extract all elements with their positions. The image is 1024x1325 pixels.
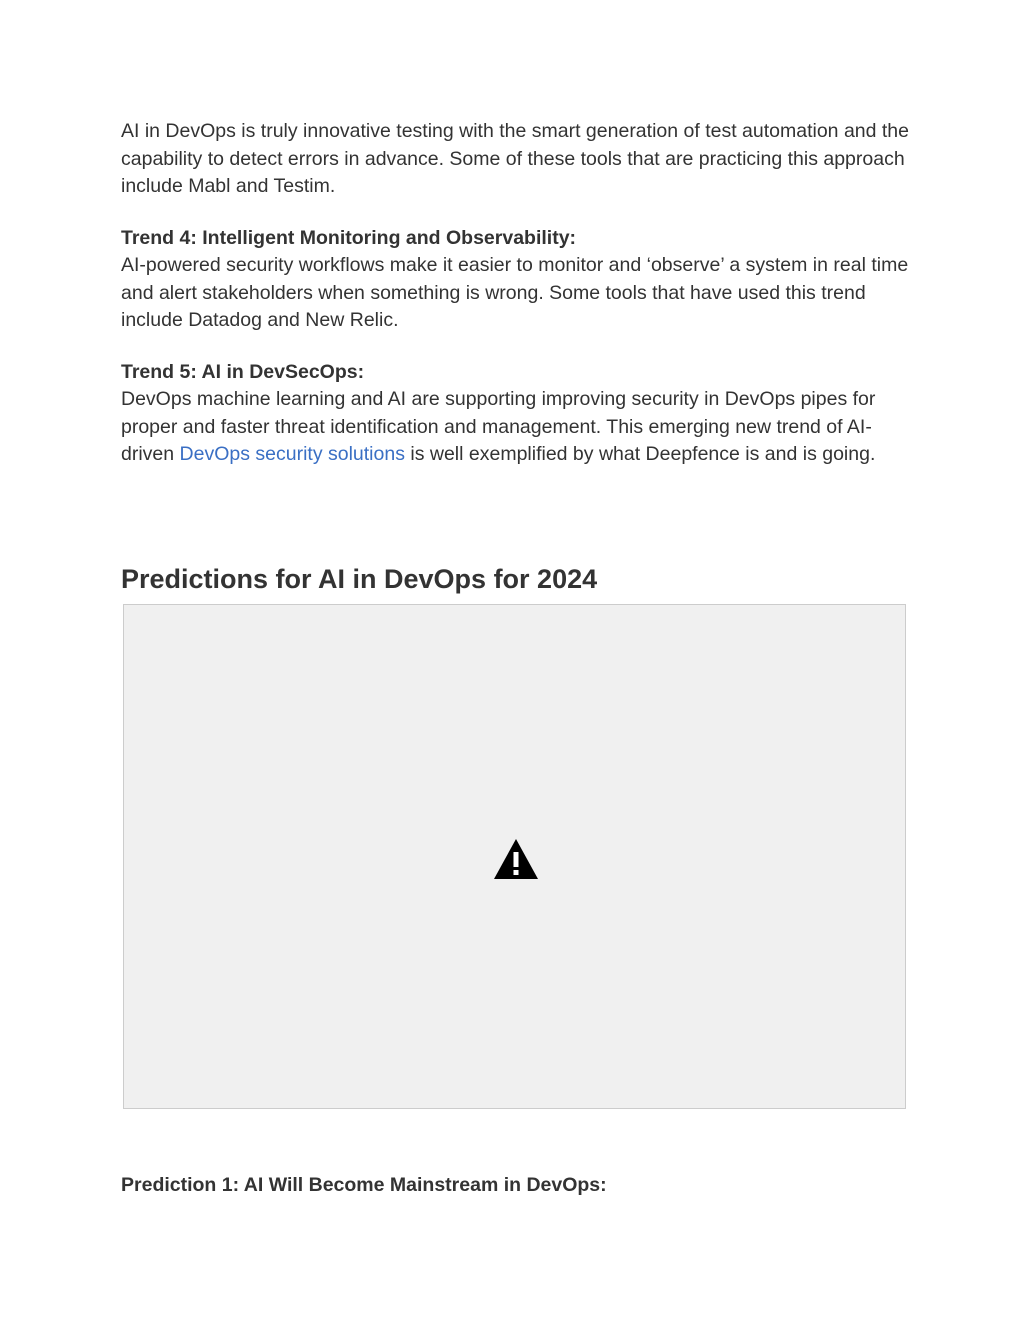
- intro-paragraph: AI in DevOps is truly innovative testing with the smart generation of test automation and the capability to detect errors in advance. Some of these tools that are practicing this approach include Mabl and Testim.: [121, 120, 909, 197]
- trend-4-heading: Trend 4: Intelligent Monitoring and Observability:: [121, 226, 577, 249]
- devops-security-solutions-link[interactable]: DevOps security solutions: [179, 443, 405, 465]
- trend-4-body: AI-powered security workflows make it easier to monitor and ‘observe’ a system in real time and alert stakeholders when something is wrong. Some tools that have used this trend include Datadog and New Relic.: [121, 254, 909, 331]
- warning-icon: [493, 838, 539, 880]
- trend-5-body-start: DevOps machine learning and AI are supporting improving security in DevOps pipes for proper and faster threat identification and management. This emerging new trend of AI-driven: [121, 388, 876, 465]
- trend-5-heading: Trend 5: AI in DevSecOps:: [121, 360, 365, 383]
- trend-5-block: [121, 359, 911, 469]
- prediction-1-heading: Prediction 1: AI Will Become Mainstream in DevOps:: [121, 1174, 607, 1196]
- trend-5-body: [121, 386, 911, 469]
- trend-4-block: [121, 225, 911, 335]
- broken-image-placeholder: [123, 604, 906, 1109]
- section-title: Predictions for AI in DevOps for 2024: [121, 564, 598, 594]
- article-body: [121, 118, 911, 493]
- trend-5-body-end: is well exemplified by what Deepfence is and is going.: [404, 443, 876, 465]
